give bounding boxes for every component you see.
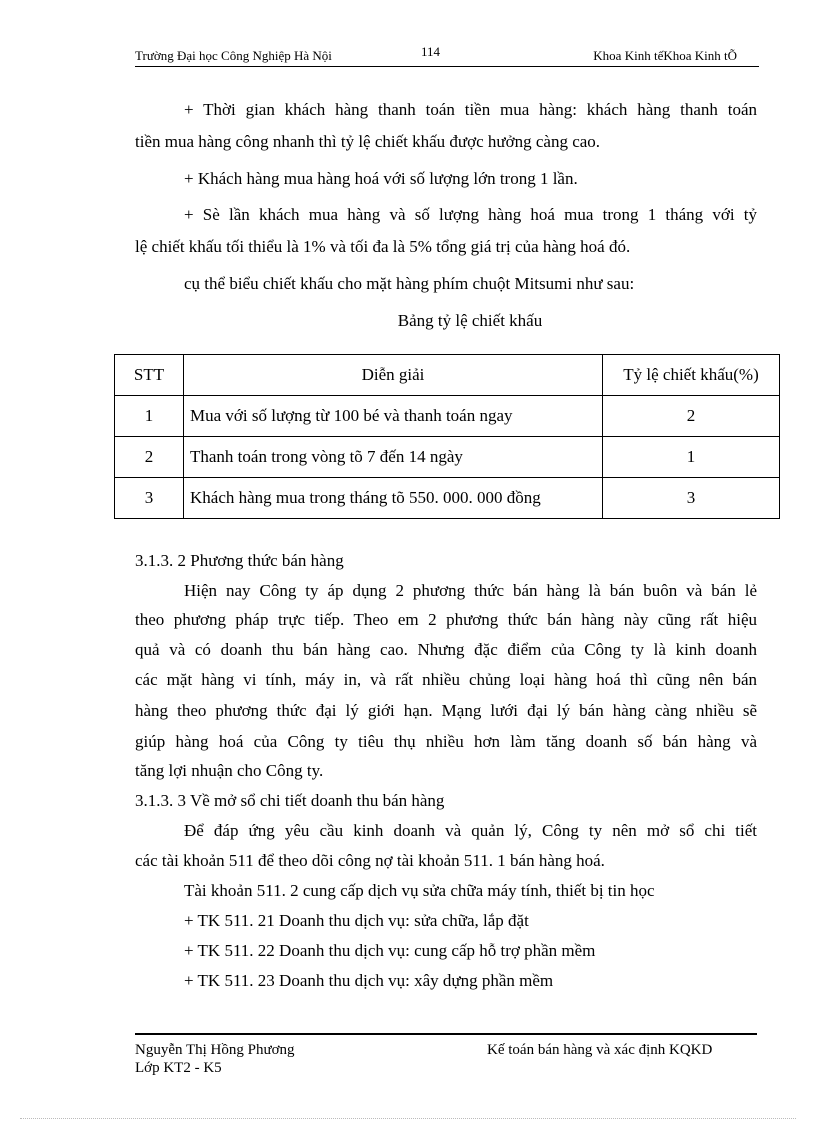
paragraph-line: Hiện nay Công ty áp dụng 2 phương thức bán hàng là bán buôn và bán lẻ: [184, 581, 757, 600]
paragraph-line: hàng theo phương thức đại lý giới hạn. Mạng lưới đại lý bán hàng càng nhiều sẽ: [135, 701, 757, 720]
footer-divider: [135, 1033, 757, 1035]
section-heading: 3.1.3. 3 Về mở sổ chi tiết doanh thu bán hàng: [135, 791, 445, 810]
page-number: 114: [421, 44, 441, 59]
cell-rate: 2: [603, 396, 780, 437]
header-rate: Tỷ lệ chiết khấu(%): [603, 355, 780, 396]
cell-description: Mua với số lượng từ 100 bé và thanh toán ngay: [184, 396, 603, 437]
table-row: [115, 437, 780, 478]
table-header-row: [115, 355, 780, 396]
paragraph-line: tiền mua hàng công nhanh thì tỷ lệ chiết khấu được hưởng càng cao.: [135, 132, 601, 151]
paragraph-line: các tài khoản 511 để theo dõi công nợ tài khoản 511. 1 bán hàng hoá.: [135, 851, 605, 870]
header-stt: STT: [115, 355, 184, 396]
paragraph-line: cụ thể biểu chiết khấu cho mặt hàng phím chuột Mitsumi như sau:: [184, 274, 635, 293]
header-description: Diễn giải: [184, 355, 603, 396]
paragraph-line: theo phương pháp trực tiếp. Theo em 2 phương thức bán hàng này cũng rất hiệu: [135, 610, 757, 629]
list-item: + TK 511. 22 Doanh thu dịch vụ: cung cấp hỗ trợ phần mềm: [184, 941, 596, 960]
footer-class: Lớp KT2 - K5: [135, 1060, 222, 1076]
table-row: [115, 396, 780, 437]
paragraph-line: các mặt hàng vi tính, máy in, và rất nhiều chủng loại hàng hoá thì cũng nên bán: [135, 670, 757, 689]
header-faculty: Khoa Kinh tếKhoa Kinh tÕ: [593, 48, 737, 63]
paragraph-line: giúp hàng hoá của Công ty tiêu thụ nhiều hơn làm tăng doanh số bán hàng và: [135, 732, 757, 751]
cell-stt: 1: [115, 396, 184, 437]
cell-rate: 1: [603, 437, 780, 478]
table-row: [115, 478, 780, 519]
cell-description: Khách hàng mua trong tháng tõ 550. 000. 000 đồng: [184, 478, 603, 519]
footer-author: Nguyễn Thị Hồng Phương: [135, 1042, 295, 1058]
paragraph-line: + Thời gian khách hàng thanh toán tiền mua hàng: khách hàng thanh toán: [184, 100, 757, 119]
section-heading: 3.1.3. 2 Phương thức bán hàng: [135, 551, 344, 570]
page-header: [135, 44, 759, 67]
cell-stt: 2: [115, 437, 184, 478]
header-university: Trường Đại học Công Nghiệp Hà Nội: [135, 48, 332, 63]
cell-rate: 3: [603, 478, 780, 519]
list-item: + TK 511. 21 Doanh thu dịch vụ: sửa chữa, lắp đặt: [184, 911, 529, 930]
page-boundary: [20, 1118, 796, 1119]
discount-table: [114, 354, 780, 519]
paragraph-line: lệ chiết khấu tối thiểu là 1% và tối đa là 5% tổng giá trị của hàng hoá đó.: [135, 237, 631, 256]
paragraph-line: + Khách hàng mua hàng hoá với số lượng lớn trong 1 lần.: [184, 169, 578, 188]
paragraph-line: quả và có doanh thu bán hàng cao. Nhưng đặc điểm của Công ty là kinh doanh: [135, 640, 757, 659]
cell-stt: 3: [115, 478, 184, 519]
paragraph-line: + Sè lần khách mua hàng và số lượng hàng hoá mua trong 1 tháng với tỷ: [184, 205, 757, 224]
list-item: + TK 511. 23 Doanh thu dịch vụ: xây dựng phần mềm: [184, 971, 554, 990]
footer-title: Kế toán bán hàng và xác định KQKD: [487, 1042, 713, 1058]
cell-description: Thanh toán trong vòng tõ 7 đến 14 ngày: [184, 437, 603, 478]
table-caption: Bảng tỷ lệ chiết khấu: [397, 311, 543, 330]
paragraph-line: tăng lợi nhuận cho Công ty.: [135, 761, 324, 780]
paragraph-line: Tài khoản 511. 2 cung cấp dịch vụ sửa chữa máy tính, thiết bị tin học: [184, 881, 655, 900]
paragraph-line: Để đáp ứng yêu cầu kinh doanh và quản lý, Công ty nên mở sổ chi tiết: [184, 821, 757, 840]
